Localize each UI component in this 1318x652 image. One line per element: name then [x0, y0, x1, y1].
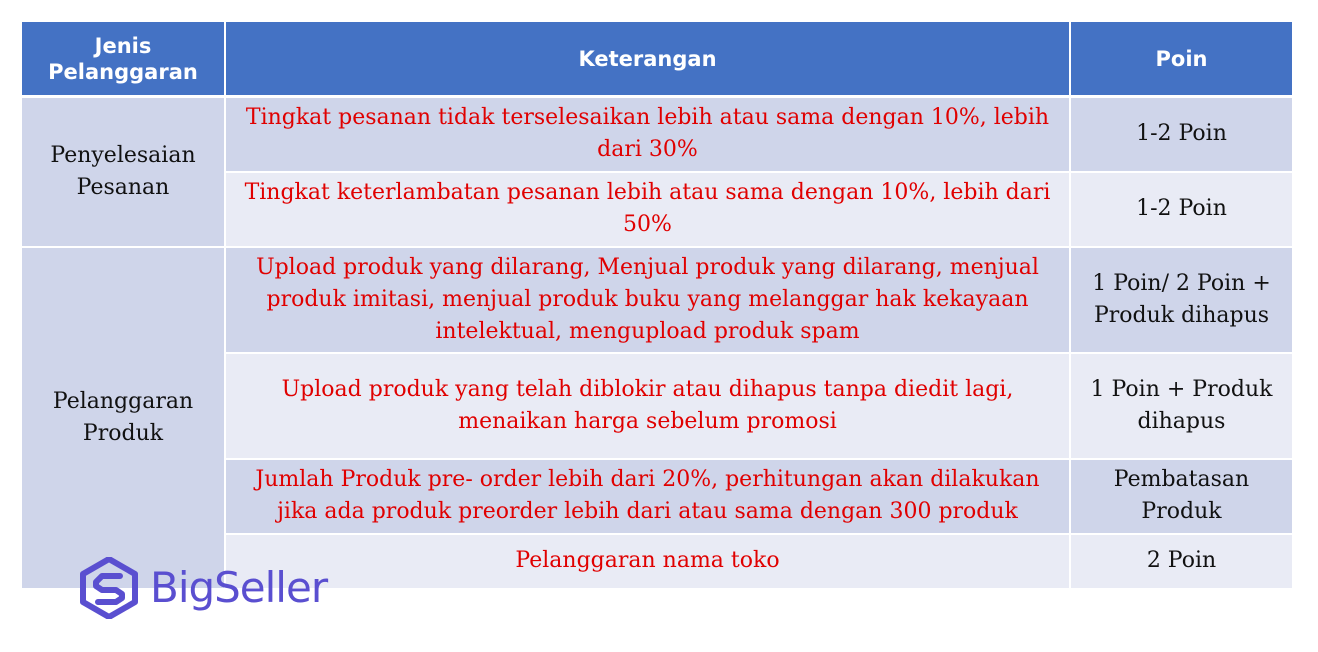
header-description: Keterangan: [225, 22, 1070, 97]
header-violation-type-line2: Pelanggaran: [48, 59, 198, 84]
row-points: 2 Poin: [1070, 534, 1292, 589]
row-description: Pelanggaran nama toko: [225, 534, 1070, 589]
bigseller-logo-icon: [80, 557, 138, 619]
table-row: [22, 247, 1292, 353]
row-points: 1-2 Poin: [1070, 97, 1292, 172]
header-violation-type: [22, 22, 225, 97]
header-violation-type-line1: Jenis: [94, 33, 152, 58]
row-points: 1 Poin + Produk dihapus: [1070, 353, 1292, 459]
header-points: Poin: [1070, 22, 1292, 97]
violation-type-product: Pelanggaran Produk: [22, 247, 225, 589]
table-header-row: [22, 22, 1292, 97]
row-description: Tingkat keterlambatan pesanan lebih atau sama dengan 10%, lebih dari 50%: [225, 172, 1070, 247]
row-points: 1-2 Poin: [1070, 172, 1292, 247]
row-points: 1 Poin/ 2 Poin + Produk dihapus: [1070, 247, 1292, 353]
row-description: Jumlah Produk pre- order lebih dari 20%, perhitungan akan dilakukan jika ada produk preorder lebih dari atau sama dengan 300 produk: [225, 459, 1070, 534]
table-row: [22, 97, 1292, 172]
row-description: Upload produk yang telah diblokir atau dihapus tanpa diedit lagi, menaikan harga sebelum promosi: [225, 353, 1070, 459]
row-description: Tingkat pesanan tidak terselesaikan lebih atau sama dengan 10%, lebih dari 30%: [225, 97, 1070, 172]
row-points: Pembatasan Produk: [1070, 459, 1292, 534]
bigseller-watermark: [80, 556, 327, 620]
bigseller-brand-text: BigSeller: [150, 563, 328, 612]
row-description: Upload produk yang dilarang, Menjual produk yang dilarang, menjual produk imitasi, menjual produk buku yang melanggar hak kekayaan intelektual, mengupload produk spam: [225, 247, 1070, 353]
violation-points-table: [22, 22, 1292, 590]
violation-type-order-completion: Penyelesaian Pesanan: [22, 97, 225, 247]
